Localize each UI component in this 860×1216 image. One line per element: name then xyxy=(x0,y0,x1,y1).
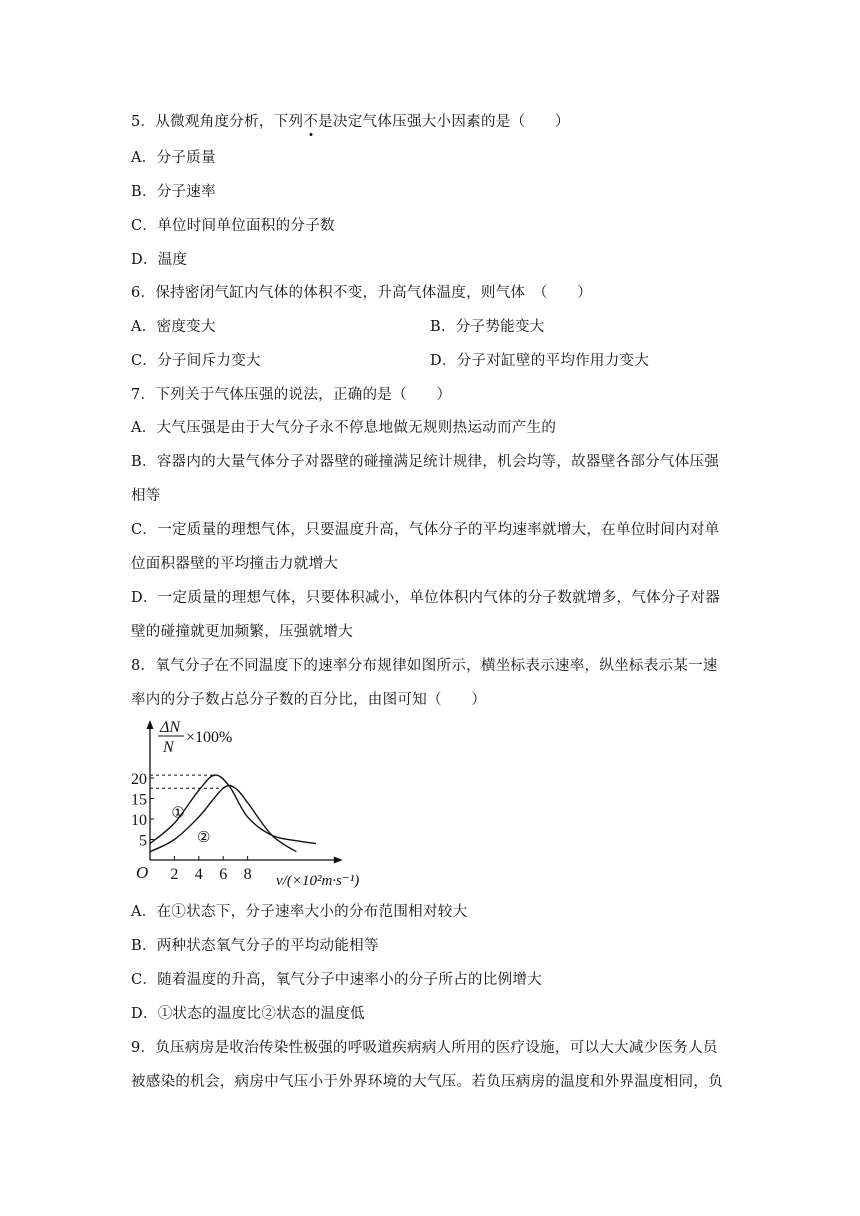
q6-option-c: C．分子间斥力变大 xyxy=(131,353,261,369)
q7-line-b2: 相等 xyxy=(131,488,161,504)
x-tick-label: 6 xyxy=(219,866,228,883)
q8-option-d: D．①状态的温度比②状态的温度低 xyxy=(131,1006,365,1022)
q7-line-c1: C．一定质量的理想气体，只要温度升高，气体分子的平均速率就增大，在单位时间内对单 xyxy=(131,522,720,538)
series-2-label: ② xyxy=(196,829,211,846)
q8-stem-line1: 8．氧气分子在不同温度下的速率分布规律如图所示，横坐标表示速率，纵坐标表示某一速 xyxy=(131,658,718,674)
q5-option-d: D．温度 xyxy=(131,252,188,268)
q8-option-c: C．随着温度的升高，氧气分子中速率小的分子所占的比例增大 xyxy=(131,972,542,988)
x-tick-label: 4 xyxy=(194,866,203,883)
q6-option-b: B．分子势能变大 xyxy=(430,319,545,335)
q7-line-d2: 壁的碰撞就更加频繁，压强就增大 xyxy=(131,624,353,640)
y-tick-label: 20 xyxy=(131,771,147,788)
q5-option-a: A．分子质量 xyxy=(131,150,216,166)
origin-label: O xyxy=(136,863,149,882)
q9-line2: 被感染的机会，病房中气压小于外界环境的大气压。若负压病房的温度和外界温度相同，负 xyxy=(131,1074,723,1090)
y-axis-arrow xyxy=(147,720,154,729)
q7-line-c2: 位面积器壁的平均撞击力就增大 xyxy=(131,556,339,572)
speed-distribution-chart xyxy=(128,718,368,893)
q5-option-b: B．分子速率 xyxy=(131,184,216,200)
y-tick-label: 15 xyxy=(131,791,147,809)
q6-option-a: A．密度变大 xyxy=(131,319,216,335)
q7-line-d1: D．一定质量的理想气体，只要体积减小，单位体积内气体的分子数就增多，气体分子对器 xyxy=(131,590,721,606)
series-1-label: ① xyxy=(171,805,185,822)
plot-area xyxy=(147,720,343,864)
x-axis-label: v/(×10²m·s⁻¹) xyxy=(276,873,360,889)
ylabel-numerator: ΔN xyxy=(160,719,181,736)
q8-option-b: B．两种状态氧气分子的平均动能相等 xyxy=(131,938,379,954)
ylabel-denominator: N xyxy=(163,739,174,756)
ylabel-suffix: ×100% xyxy=(186,729,233,746)
q8-option-a: A．在①状态下，分子速率大小的分布范围相对较大 xyxy=(131,904,468,920)
x-axis-arrow xyxy=(334,857,343,864)
q7-line-a: A．大气压强是由于大气分子永不停息地做无规则热运动而产生的 xyxy=(131,420,557,436)
q6-option-d: D．分子对缸壁的平均作用力变大 xyxy=(430,353,650,369)
x-tick-label: 8 xyxy=(243,866,252,883)
q7-stem: 7．下列关于气体压强的说法，正确的是（ ） xyxy=(131,387,452,403)
q5-stem-part1: 5．从微观角度分析，下列 xyxy=(131,114,304,130)
q9-line1: 9．负压病房是收治传染性极强的呼吸道疾病病人所用的医疗设施，可以大大减少医务人员 xyxy=(131,1040,718,1056)
y-tick-label: 5 xyxy=(139,832,147,850)
q5-stem xyxy=(131,110,570,131)
x-tick-label: 2 xyxy=(170,866,179,883)
q5-option-c: C．单位时间单位面积的分子数 xyxy=(131,218,335,234)
q6-stem: 6．保持密闭气缸内气体的体积不变，升高气体温度，则气体 （ ） xyxy=(131,285,593,301)
q5-stem-part2: 是决定气体压强大小因素的是（ ） xyxy=(318,114,570,130)
q5-emphasis-char: 不 xyxy=(303,114,319,130)
q8-stem-line2: 率内的分子数占总分子数的百分比，由图可知（ ） xyxy=(131,692,487,708)
y-tick-label: 10 xyxy=(131,812,147,829)
q7-line-b1: B．容器内的大量气体分子对器壁的碰撞满足统计规律，机会均等，故器壁各部分气体压强 xyxy=(131,454,720,470)
